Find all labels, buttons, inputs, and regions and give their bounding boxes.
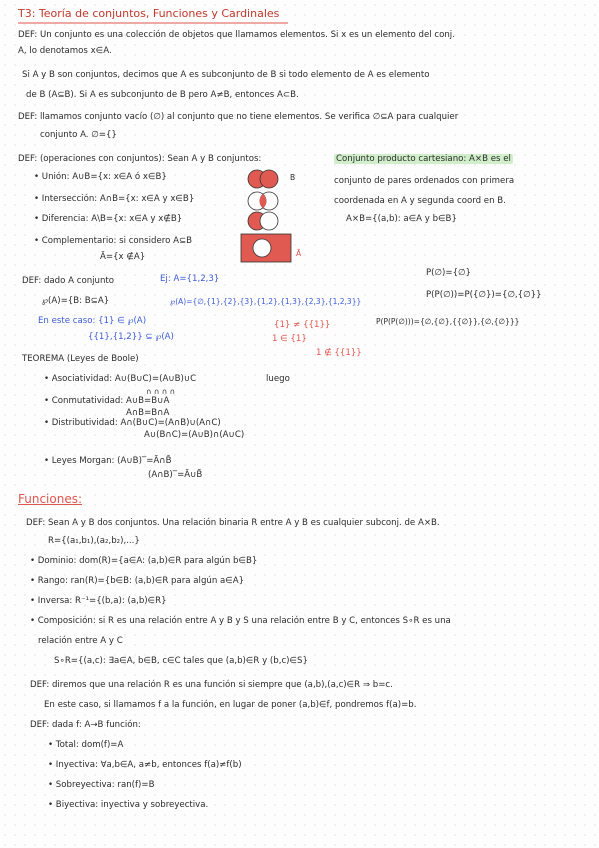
- cartesiano-text: Conjunto producto cartesiano: A×B es el: [336, 154, 511, 164]
- def-vacio-cont: conjunto A. ∅={}: [40, 130, 117, 140]
- relacion-ejemplo: R={(a₁,b₁),(a₂,b₂),...}: [48, 536, 140, 546]
- inyectiva-line: • Inyectiva: ∀a,b∈A, a≠b, entonces f(a)≠f(b): [48, 760, 242, 770]
- partes-r1: {1} ≠ {{1}}: [274, 320, 331, 330]
- title-underline: [18, 22, 288, 25]
- subconjunto-line2: de B (A⊆B). Si A es subconjunto de B pero A≠B, entonces A⊂B.: [26, 90, 299, 100]
- asociatividad-sub: ∩ ∩ ∩ ∩: [146, 387, 176, 396]
- distributividad-line1: • Distributividad: A∩(B∪C)=(A∩B)∪(A∩C): [44, 418, 221, 428]
- total-line: • Total: dom(f)=A: [48, 740, 124, 750]
- complementario-line: • Complementario: si considero A⊆B: [34, 236, 193, 246]
- venn-union: [240, 168, 290, 190]
- partes-ejemplo: Ej: A={1,2,3}: [160, 274, 220, 284]
- venn-label-abar: Ā: [296, 249, 302, 258]
- operaciones-heading: DEF: (operaciones con conjuntos): Sean A y B conjuntos:: [18, 154, 262, 164]
- union-line: • Unión: A∪B={x: x∈A ó x∈B}: [34, 172, 167, 182]
- cartesiano-line2: conjunto de pares ordenados con primera: [334, 176, 515, 186]
- asociatividad-line: • Asociatividad: A∪(B∪C)=(A∪B)∪C: [44, 374, 197, 384]
- def-vacio: DEF: llamamos conjunto vacío (∅) al conjunto que no tiene elementos. Se verifica ∅⊆A para cualquier: [18, 112, 459, 122]
- partes-r3: 1 ∉ {{1}}: [316, 348, 362, 358]
- venn-diferencia: [240, 210, 290, 232]
- luego-word: luego: [266, 374, 290, 384]
- partes-ejemplo-set: ℘(A)={∅,{1},{2},{3},{1,2},{1,3},{2,3},{1,2,3}}: [170, 297, 362, 306]
- partes-caso1: En este caso: {1} ∈ ℘(A): [38, 316, 147, 326]
- complementario-def: Ā={x ∉A}: [100, 252, 146, 262]
- cartesiano-heading: [334, 154, 513, 165]
- conmutatividad-line: • Conmutatividad: A∪B=B∪A: [44, 396, 170, 406]
- funcion-tipos-heading: DEF: dada f: A→B función:: [30, 720, 141, 730]
- partes-p1: P(∅)={∅}: [426, 268, 471, 278]
- def-conjunto-cont: A, lo denotamos x∈A.: [18, 46, 112, 56]
- venn-label-b: B: [290, 173, 296, 182]
- partes-def: ℘(A)={B: B⊆A}: [42, 296, 110, 306]
- relacion-def: DEF: Sean A y B dos conjuntos. Una relación binaria R entre A y B es cualquier subconj. de A×B.: [26, 518, 440, 528]
- partes-p3: P(P(P(∅)))={∅,{∅},{{∅}},{∅,{∅}}}: [376, 317, 520, 326]
- partes-caso2: {{1},{1,2}} ⊆ ℘(A): [88, 332, 174, 342]
- biyectiva-line: • Biyectiva: inyectiva y sobreyectiva.: [48, 800, 209, 810]
- dominio-line: • Dominio: dom(R)={a∈A: (a,b)∈R para algún b∈B}: [30, 556, 258, 566]
- partes-r2: 1 ∈ {1}: [272, 334, 307, 344]
- venn-complementario: [240, 233, 292, 263]
- partes-heading: DEF: dado A conjunto: [22, 276, 115, 286]
- morgan-line1: • Leyes Morgan: (A∪B)‾=Ā∩B̄: [44, 456, 172, 466]
- composicion-line3: S∘R={(a,c): ∃a∈A, b∈B, c∈C tales que (a,b)∈R y (b,c)∈S}: [54, 656, 308, 666]
- morgan-line2: (A∩B)‾=Ā∪B̄: [148, 470, 203, 480]
- distributividad-line2: A∪(B∩C)=(A∪B)∩(A∪C): [144, 430, 245, 440]
- subconjunto-line1: Si A y B son conjuntos, decimos que A es subconjunto de B si todo elemento de A es elemento: [22, 70, 430, 80]
- venn-interseccion: [240, 190, 290, 212]
- inversa-line: • Inversa: R⁻¹={(b,a): (a,b)∈R}: [30, 596, 167, 606]
- cartesiano-line3: coordenada en A y segunda coord en B.: [334, 196, 506, 206]
- sobreyectiva-line: • Sobreyectiva: ran(f)=B: [48, 780, 155, 790]
- conmutatividad-line2: A∩B=B∩A: [126, 408, 170, 418]
- funciones-heading: Funciones:: [18, 492, 83, 506]
- page-title: T3: Teoría de conjuntos, Funciones y Cardinales: [18, 7, 280, 20]
- interseccion-line: • Intersección: A∩B={x: x∈A y x∈B}: [34, 194, 195, 204]
- partes-p2: P(P(∅))=P({∅})={∅,{∅}}: [426, 290, 542, 300]
- cartesiano-line4: A×B={(a,b): a∈A y b∈B}: [346, 214, 457, 224]
- teorema-heading: TEOREMA (Leyes de Boole): [22, 354, 139, 364]
- funcion-def-cont: En este caso, si llamamos f a la función, en lugar de poner (a,b)∈f, pondremos f(a)=b.: [44, 700, 417, 710]
- diferencia-line: • Diferencia: A\B={x: x∈A y x∉B}: [34, 214, 183, 224]
- def-conjunto: DEF: Un conjunto es una colección de objetos que llamamos elementos. Si x es un elemento del conj.: [18, 30, 455, 40]
- funcion-def: DEF: diremos que una relación R es una función si siempre que (a,b),(a,c)∈R ⇒ b=c.: [30, 680, 393, 690]
- composicion-line2: relación entre A y C: [38, 636, 123, 646]
- composicion-line1: • Composición: si R es una relación entre A y B y S una relación entre B y C, entonces S∘R es una: [30, 616, 451, 626]
- rango-line: • Rango: ran(R)={b∈B: (a,b)∈R para algún a∈A}: [30, 576, 245, 586]
